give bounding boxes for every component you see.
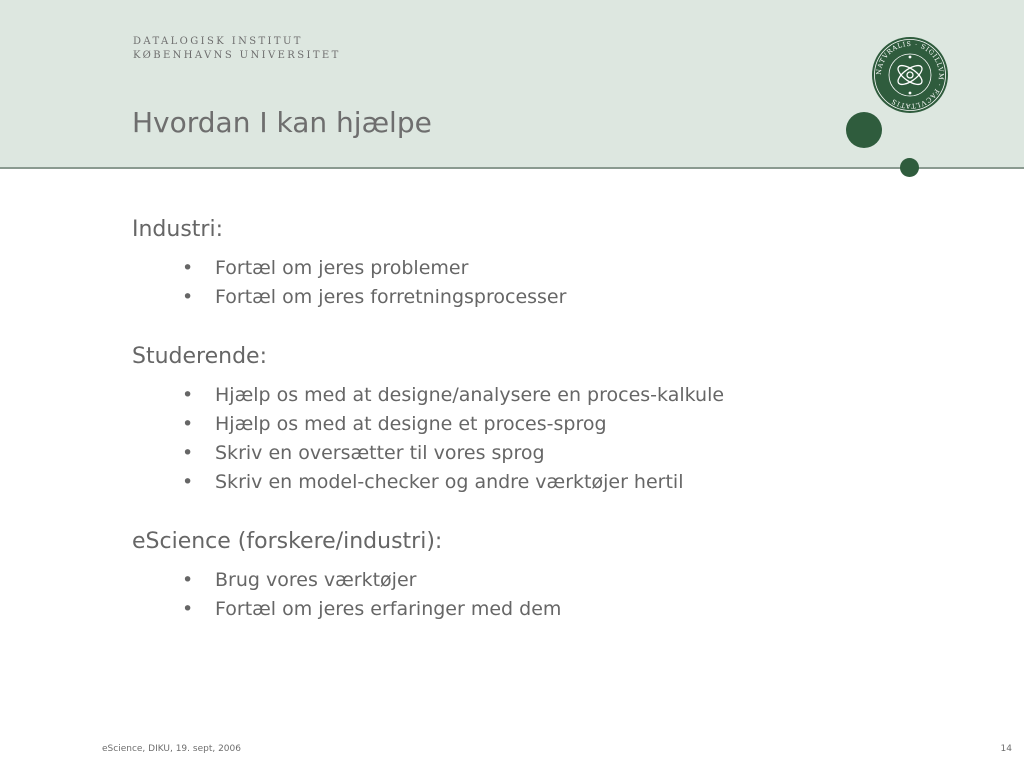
list-item <box>132 254 932 283</box>
list-item-text: Skriv en oversætter til vores sprog <box>215 442 545 464</box>
decorative-dot-small <box>900 158 919 177</box>
bullet-list <box>132 381 932 497</box>
bullet-icon: • <box>182 384 194 406</box>
section-heading: Studerende: <box>132 344 267 369</box>
slide-content <box>132 217 932 656</box>
header-divider <box>0 167 1024 169</box>
list-item <box>132 410 932 439</box>
section-heading: Industri: <box>132 217 223 242</box>
institute-name: DATALOGISK INSTITUT <box>133 36 303 47</box>
section-industry <box>132 217 932 312</box>
list-item <box>132 595 932 624</box>
list-item-text: Hjælp os med at designe et proces-sprog <box>215 413 607 435</box>
bullet-icon: • <box>182 598 194 620</box>
bullet-list <box>132 254 932 312</box>
bullet-icon: • <box>182 569 194 591</box>
bullet-icon: • <box>182 286 194 308</box>
section-heading: eScience (forskere/industri): <box>132 529 443 554</box>
bullet-icon: • <box>182 442 194 464</box>
university-name: KØBENHAVNS UNIVERSITET <box>133 50 341 61</box>
seal-lettering: NATVRALIS · SIGILLVM · FACVLTATIS <box>874 39 946 111</box>
list-item-text: Fortæl om jeres problemer <box>215 257 469 279</box>
list-item-text: Fortæl om jeres erfaringer med dem <box>215 598 562 620</box>
list-item-text: Fortæl om jeres forretningsprocesser <box>215 286 567 308</box>
bullet-icon: • <box>182 257 194 279</box>
section-students <box>132 344 932 497</box>
list-item <box>132 283 932 312</box>
list-item <box>132 381 932 410</box>
list-item <box>132 439 932 468</box>
university-seal-icon <box>871 36 949 114</box>
decorative-dot-large <box>846 112 882 148</box>
page-number: 14 <box>1000 744 1012 754</box>
bullet-list <box>132 566 932 624</box>
list-item-text: Hjælp os med at designe/analysere en proces-kalkule <box>215 384 725 406</box>
bullet-icon: • <box>182 471 194 493</box>
slide-title: Hvordan I kan hjælpe <box>132 106 432 139</box>
bullet-icon: • <box>182 413 194 435</box>
footer-text: eScience, DIKU, 19. sept, 2006 <box>102 744 241 754</box>
list-item-text: Brug vores værktøjer <box>215 569 417 591</box>
section-escience <box>132 529 932 624</box>
list-item <box>132 566 932 595</box>
list-item-text: Skriv en model-checker og andre værktøjer hertil <box>215 471 684 493</box>
list-item <box>132 468 932 497</box>
